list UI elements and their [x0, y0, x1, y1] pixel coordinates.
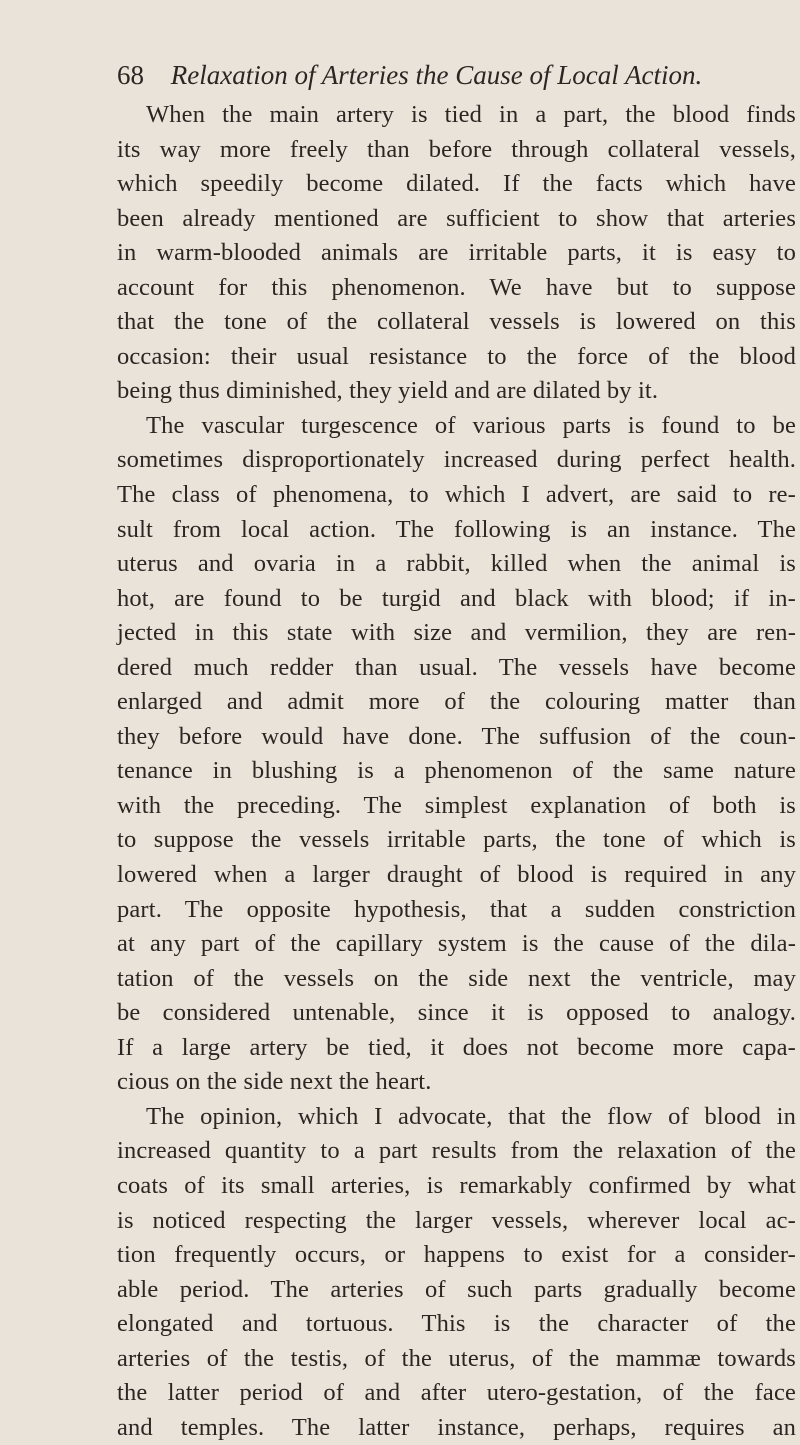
- paragraph-2: [117, 409, 796, 1100]
- text-line: lowered when a larger draught of blood is required in any: [117, 861, 796, 889]
- paragraph-3: [117, 1100, 796, 1445]
- text-line: sometimes disproportionately increased during perfect health.: [117, 446, 796, 474]
- text-line: If a large artery be tied, it does not become more capa-: [117, 1033, 796, 1061]
- running-title: Relaxation of Arteries the Cause of Local Action.: [170, 60, 703, 90]
- text-line: tenance in blushing is a phenomenon of the same nature: [117, 757, 796, 785]
- text-line: the latter period of and after utero-gestation, of the face: [117, 1379, 796, 1407]
- text-line: tation of the vessels on the side next the ventricle, may: [117, 964, 796, 992]
- text-line: sult from local action. The following is an instance. The: [117, 515, 796, 543]
- text-line: being thus diminished, they yield and are dilated by it.: [117, 377, 659, 405]
- body-text: [117, 98, 796, 1445]
- text-line: cious on the side next the heart.: [117, 1068, 432, 1096]
- text-line: elongated and tortuous. This is the character of the: [117, 1310, 796, 1338]
- text-line: tion frequently occurs, or happens to exist for a consider-: [117, 1241, 796, 1269]
- text-line: been already mentioned are sufficient to show that arteries: [117, 204, 796, 232]
- text-line: arteries of the testis, of the uterus, of the mammæ towards: [117, 1344, 796, 1372]
- paragraph-1: [117, 98, 796, 409]
- text-line: which speedily become dilated. If the facts which have: [117, 170, 796, 198]
- text-line: increased quantity to a part results from the relaxation of the: [117, 1137, 796, 1165]
- text-line: is noticed respecting the larger vessels, wherever local ac-: [117, 1206, 796, 1234]
- text-line: part. The opposite hypothesis, that a sudden constriction: [117, 895, 796, 923]
- text-line: dered much redder than usual. The vessels have become: [117, 653, 796, 681]
- text-line: they before would have done. The suffusion of the coun-: [117, 722, 796, 750]
- text-line: and temples. The latter instance, perhaps, requires an: [117, 1413, 796, 1441]
- text-line: in warm-blooded animals are irritable parts, it is easy to: [117, 239, 796, 267]
- text-line: uterus and ovaria in a rabbit, killed when the animal is: [117, 550, 796, 578]
- text-line: The opinion, which I advocate, that the flow of blood in: [146, 1102, 796, 1130]
- text-line: with the preceding. The simplest explanation of both is: [117, 791, 796, 819]
- text-line: be considered untenable, since it is opposed to analogy.: [117, 999, 796, 1027]
- page-number: 68: [117, 60, 144, 90]
- running-head: [117, 58, 717, 92]
- text-line: When the main artery is tied in a part, the blood finds: [146, 101, 796, 128]
- text-line: its way more freely than before through collateral vessels,: [117, 135, 796, 163]
- text-line: that the tone of the collateral vessels is lowered on this: [117, 308, 796, 336]
- text-line: occasion: their usual resistance to the force of the blood: [117, 342, 796, 370]
- text-line: The class of phenomena, to which I advert, are said to re-: [117, 481, 796, 509]
- text-line: enlarged and admit more of the colouring matter than: [117, 688, 796, 716]
- text-line: hot, are found to be turgid and black with blood; if in-: [117, 584, 796, 612]
- text-line: account for this phenomenon. We have but to suppose: [117, 273, 796, 301]
- text-line: able period. The arteries of such parts gradually become: [117, 1275, 796, 1303]
- text-line: to suppose the vessels irritable parts, the tone of which is: [117, 826, 796, 854]
- text-line: The vascular turgescence of various parts is found to be: [146, 411, 796, 439]
- text-line: at any part of the capillary system is the cause of the dila-: [117, 930, 796, 958]
- text-line: coats of its small arteries, is remarkably confirmed by what: [117, 1171, 796, 1199]
- text-line: jected in this state with size and vermilion, they are ren-: [117, 619, 796, 647]
